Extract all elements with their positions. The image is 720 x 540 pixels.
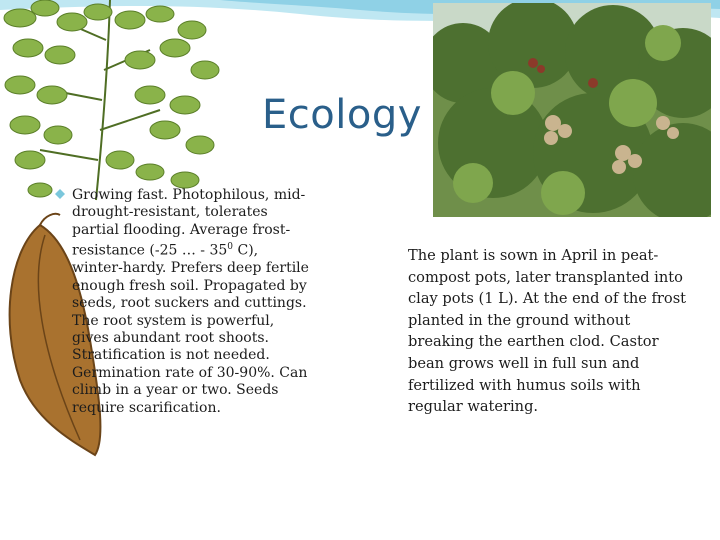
cultivation-description: The plant is sown in April in peat-compost pots, later transplanted into clay pots (1 L). At the end of the frost planted in the ground without breaking the earthen clod. Castor bean grows well in full sun and fertilized with humus soils with regular watering. — [408, 247, 687, 416]
ecology-text-part1: Growing fast. Photophilous, mid-drought-resistant, tolerates partial flooding. Average frost-resistance (-25 … - 35 — [72, 187, 306, 259]
ecology-text-part2: C), winter-hardy. Prefers deep fertile enough fresh soil. Propagated by seeds, root suckers and cuttings. The root system is powerful, gives abundant root shoots. Stratification is not needed. Germination rate of 30-90%. Can climb in a year or two. Seeds require scarification. — [72, 242, 309, 416]
page-title: Ecology — [262, 92, 422, 138]
castor-bean-photo — [433, 3, 711, 217]
bullet-icon — [55, 189, 65, 199]
degree-superscript: 0 — [227, 242, 234, 253]
ecology-description — [72, 187, 310, 417]
